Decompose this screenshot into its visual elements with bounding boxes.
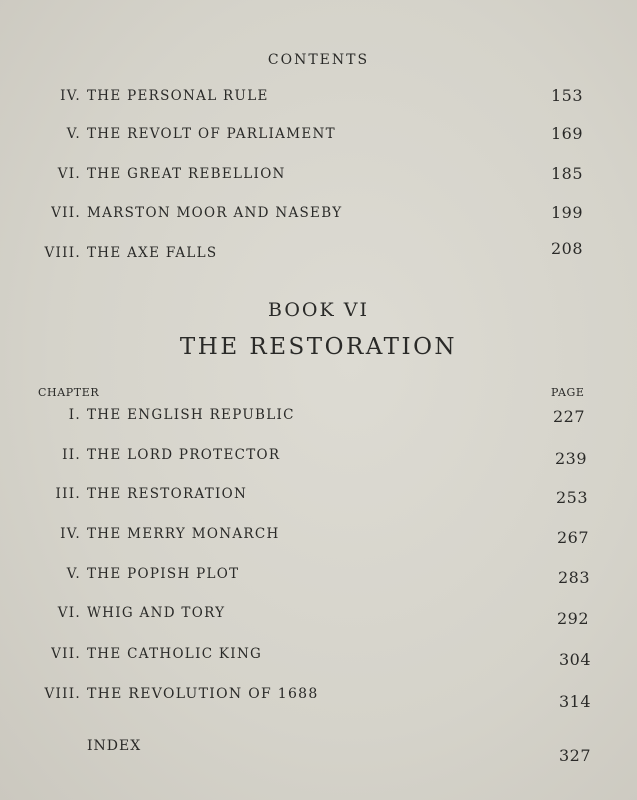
toc-row <box>0 239 637 267</box>
page-number: 304 <box>559 650 592 669</box>
toc-row <box>0 88 637 110</box>
chapter-title: THE AXE FALLS <box>87 245 218 261</box>
toc-row <box>0 166 637 188</box>
page-number: 267 <box>557 528 590 547</box>
chapter-column-header: CHAPTER <box>38 386 100 399</box>
chapter-title: THE LORD PROTECTOR <box>87 447 281 463</box>
chapter-title: MARSTON MOOR AND NASEBY <box>87 205 343 221</box>
toc-row <box>0 526 637 548</box>
chapter-title: THE PERSONAL RULE <box>87 88 269 104</box>
toc-row <box>0 646 637 668</box>
chapter-title: THE RESTORATION <box>87 486 248 502</box>
page-number: 283 <box>558 568 591 587</box>
toc-row <box>0 447 637 469</box>
chapter-title: THE CATHOLIC KING <box>87 646 263 662</box>
chapter-number: V. <box>66 566 81 582</box>
chapter-title: THE REVOLT OF PARLIAMENT <box>87 126 336 142</box>
page-number: 169 <box>551 124 584 143</box>
book-title: THE RESTORATION <box>179 334 458 360</box>
toc-row <box>0 686 637 711</box>
chapter-number: I. <box>68 407 81 423</box>
chapter-number: VI. <box>57 605 81 621</box>
chapter-number: IV. <box>60 526 81 542</box>
toc-row <box>0 566 637 588</box>
toc-row <box>0 486 637 508</box>
chapter-number: IV. <box>60 88 81 104</box>
chapter-title: THE GREAT REBELLION <box>87 166 286 182</box>
chapter-number: VI. <box>57 166 81 182</box>
chapter-title: THE POPISH PLOT <box>87 566 240 582</box>
chapter-number: VIII. <box>44 686 81 702</box>
chapter-number: III. <box>55 486 81 502</box>
chapter-number: VII. <box>51 646 81 662</box>
chapter-title: THE REVOLUTION OF 1688 <box>87 686 319 702</box>
chapter-title: WHIG AND TORY <box>87 605 226 621</box>
book-label: BOOK VI <box>268 299 369 321</box>
page-number: 239 <box>555 449 588 468</box>
page-number: 208 <box>551 239 584 258</box>
chapter-number: V. <box>66 126 81 142</box>
page-number: 292 <box>557 609 590 628</box>
chapter-title: THE MERRY MONARCH <box>87 526 280 542</box>
running-head: CONTENTS <box>267 52 370 68</box>
page-number: 253 <box>556 488 589 507</box>
toc-row <box>0 407 637 429</box>
chapter-number: VII. <box>51 205 81 221</box>
page-number: 199 <box>551 203 584 222</box>
page-number: 314 <box>559 692 592 711</box>
page-column-header: PAGE <box>551 386 585 399</box>
index-page-row <box>559 746 619 768</box>
chapter-number: VIII. <box>44 245 81 261</box>
toc-row <box>0 205 637 227</box>
chapter-number: II. <box>62 447 81 463</box>
toc-row <box>0 126 637 148</box>
page-number: 153 <box>551 86 584 105</box>
page-number: 185 <box>551 164 584 183</box>
index-label: INDEX <box>87 738 142 754</box>
chapter-title: THE ENGLISH REPUBLIC <box>87 407 295 423</box>
toc-row <box>0 605 637 627</box>
page-number: 227 <box>553 407 586 426</box>
index-page-number: 327 <box>559 746 592 765</box>
